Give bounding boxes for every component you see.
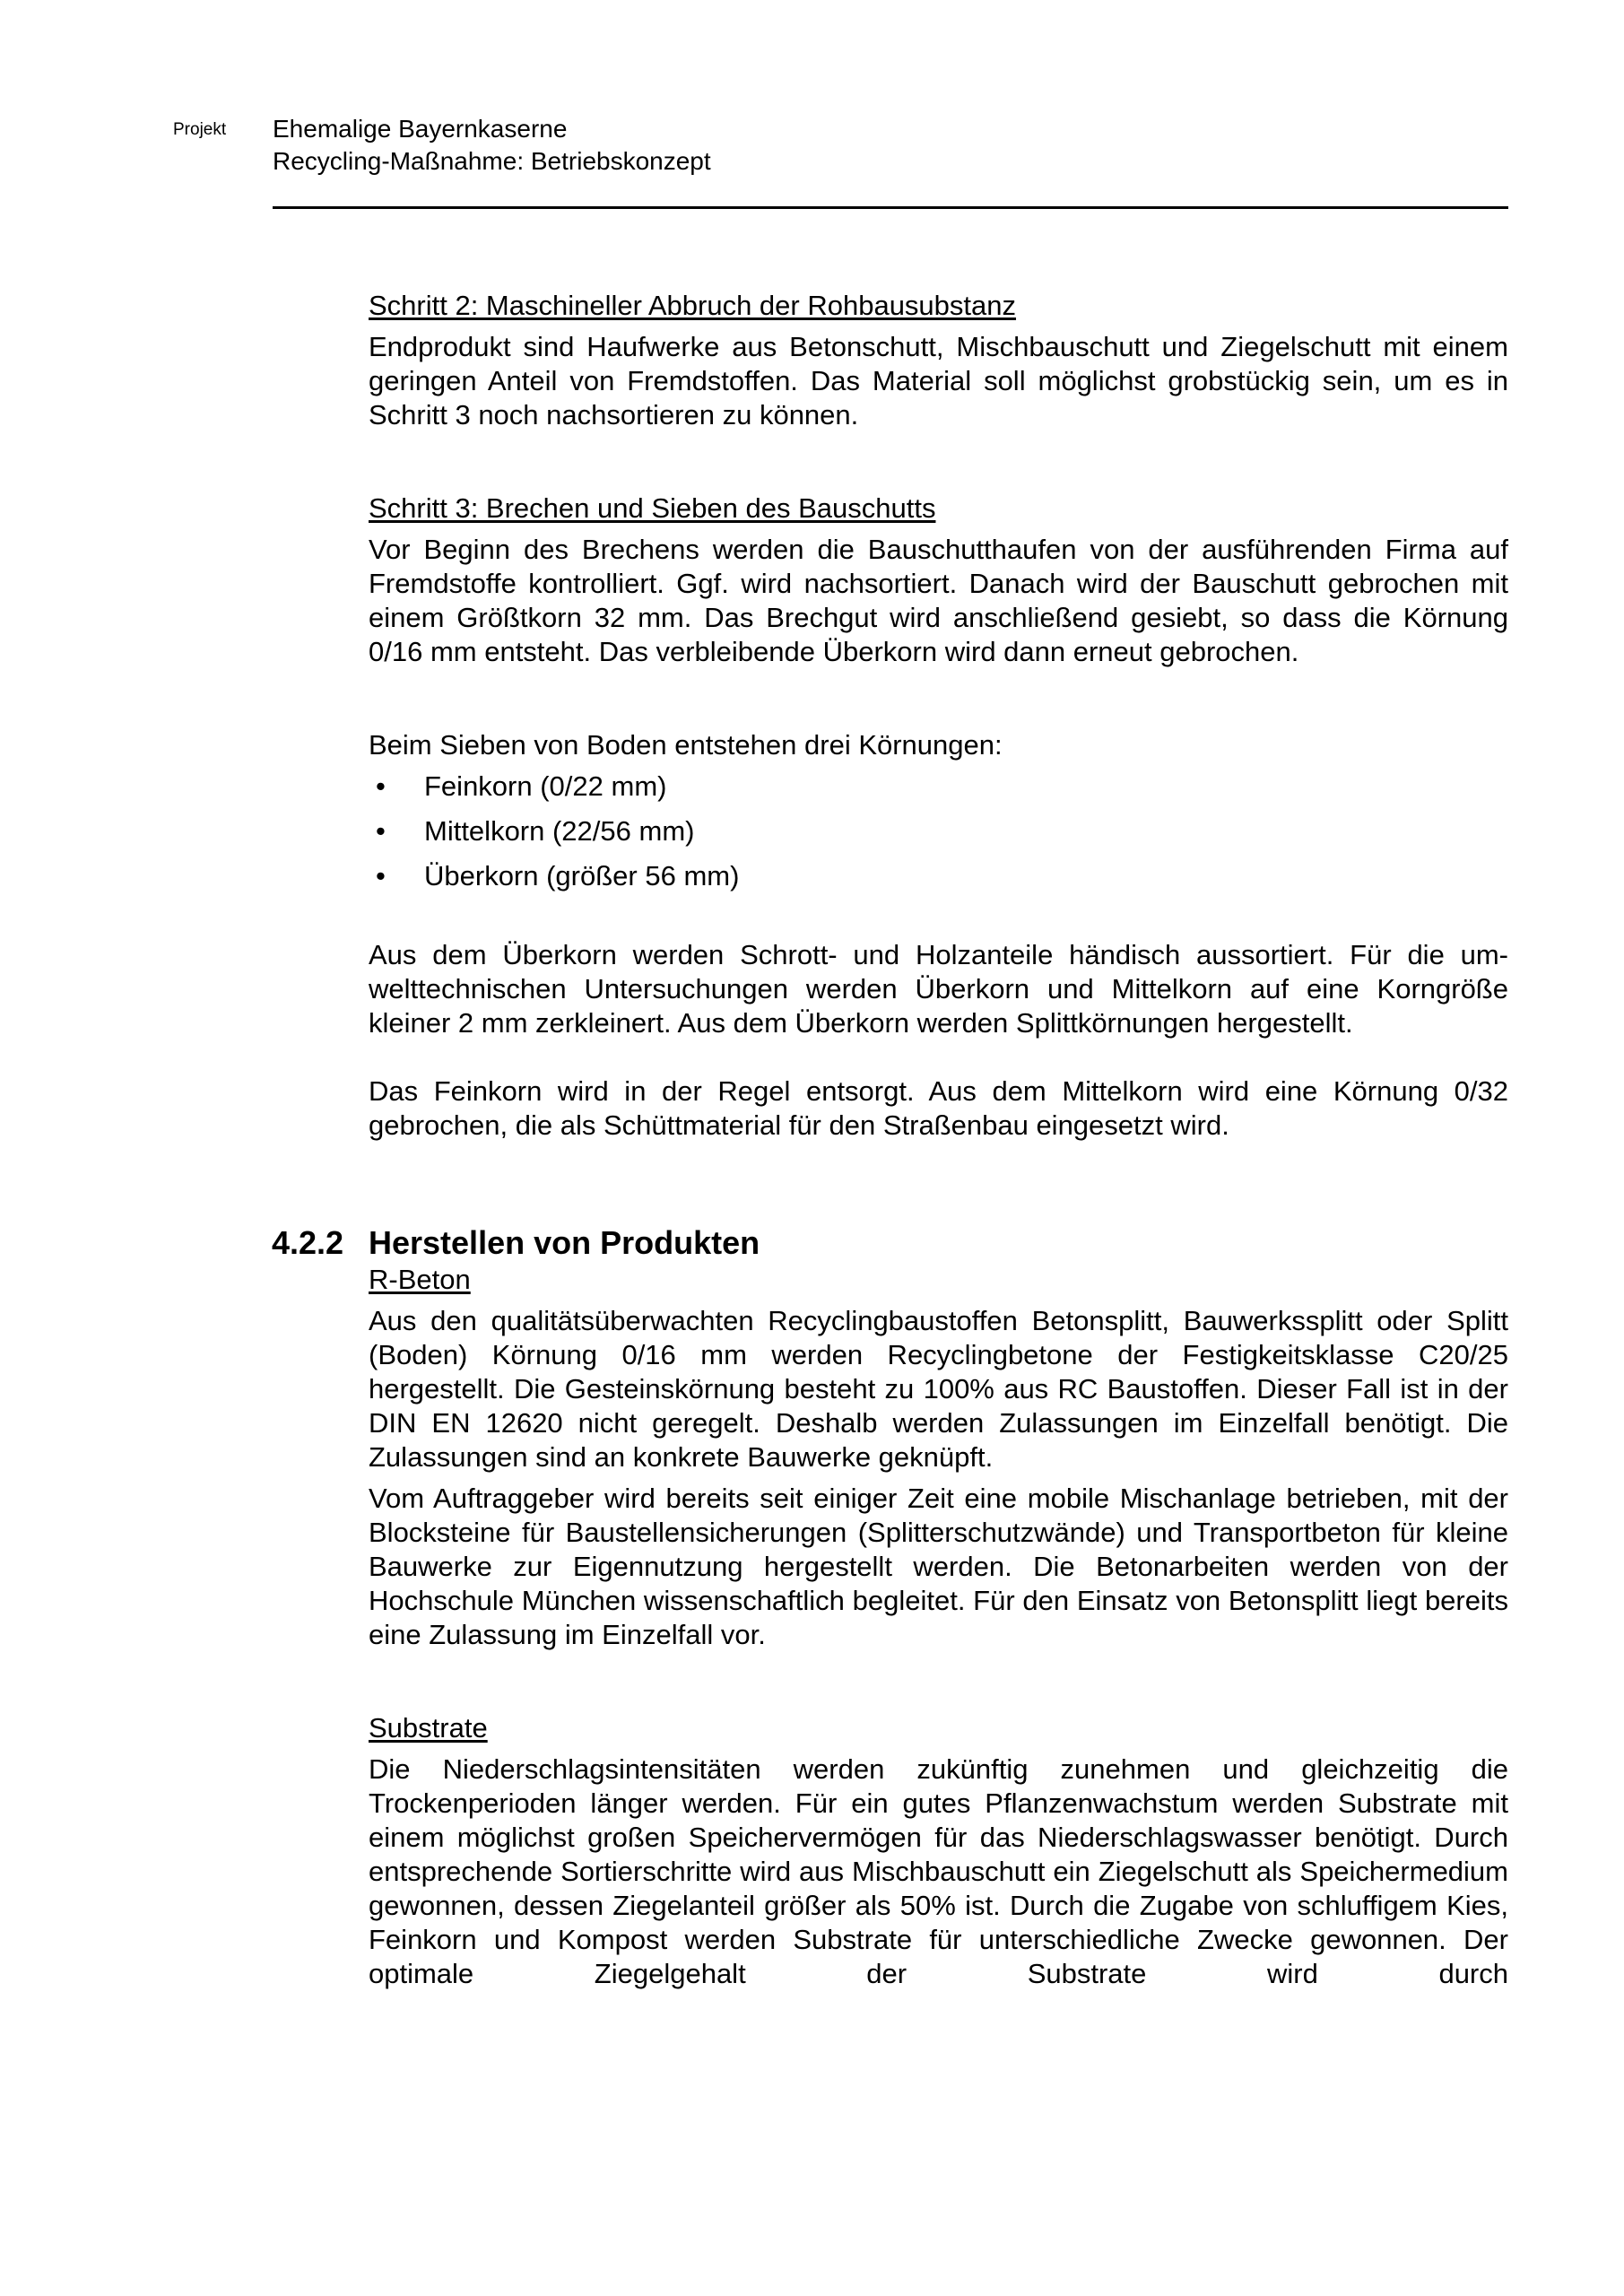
soil-paragraph-1: Aus dem Überkorn werden Schrott- und Holzanteile händisch aussortiert. Für die umwelttechnischen Untersuchungen werden Überkorn und Mittelkorn auf eine Korngröße kleiner 2 mm zerkleinert. Aus dem Überkorn werden Splittkörnungen hergestellt. bbox=[369, 939, 1508, 1039]
bullet-icon: • bbox=[376, 815, 386, 847]
list-item: • Feinkorn (0/22 mm) bbox=[376, 770, 667, 802]
soil-intro: Beim Sieben von Boden entstehen drei Körnungen: bbox=[369, 729, 1003, 761]
soil-paragraph-2: Das Feinkorn wird in der Regel entsorgt. Aus dem Mittelkorn wird eine Körnung 0/32 gebrochen, die als Schüttmaterial für den Straßenbau eingesetzt wird. bbox=[369, 1075, 1508, 1141]
header-title-block bbox=[273, 113, 711, 178]
header-divider bbox=[273, 206, 1508, 209]
section-number: 4.2.2 bbox=[272, 1224, 344, 1261]
rbeton-paragraph-1: Aus den qualitätsüberwachten Recyclingbaustoffen Betonsplitt, Bauwerkssplitt oder Splitt (Boden) Körnung 0/16 mm werden Recyclingbetone der Festigkeitsklasse C20/25 hergestellt. Die Gesteinskörnung besteht zu 100% aus RC Baustoffen. Dieser Fall ist in der DIN EN 12620 nicht geregelt. Deshalb werden Zulassungen im Einzelfall benötigt. Die Zulassungen sind an konkrete Bauwerke geknüpft. bbox=[369, 1305, 1508, 1473]
step3-paragraph: Vor Beginn des Brechens werden die Bauschutthaufen von der ausführenden Firma auf Fremdstoffe kontrolliert. Ggf. wird nachsortiert. Danach wird der Bauschutt gebrochen mit einem Größtkorn 32 mm. Das Brechgut wird anschließend gesiebt, so dass die Körnung 0/16 mm entsteht. Das verbleibende Überkorn wird dann erneut gebrochen. bbox=[369, 534, 1508, 667]
step2-paragraph: Endprodukt sind Haufwerke aus Betonschutt, Mischbauschutt und Ziegelschutt mit einem geringen Anteil von Fremdstoffen. Das Material soll möglichst grobstückig sein, um es in Schritt 3 noch nachsortieren zu können. bbox=[369, 331, 1508, 430]
header-subtitle: Recycling-Maßnahme: Betriebskonzept bbox=[273, 147, 711, 175]
step3-heading: Schritt 3: Brechen und Sieben des Bauschutts bbox=[369, 492, 936, 524]
rbeton-paragraph-2: Vom Auftraggeber wird bereits seit einiger Zeit eine mobile Mischanlage betrieben, mit der Blocksteine für Baustellensicherungen (Splitterschutzwände) und Transportbeton für kleine Bauwerke zur Eigennutzung hergestellt werden. Die Betonarbeiten werden von der Hochschule München wissenschaftlich begleitet. Für den Einsatz von Betonsplitt liegt bereits eine Zulassung im Einzelfall vor. bbox=[369, 1483, 1508, 1650]
document-body bbox=[272, 289, 1508, 1991]
substrate-heading: Substrate bbox=[369, 1712, 488, 1744]
rbeton-heading: R-Beton bbox=[369, 1264, 471, 1295]
section-title: Herstellen von Produkten bbox=[369, 1224, 760, 1261]
bullet-icon: • bbox=[376, 860, 386, 891]
section-heading bbox=[272, 1223, 1508, 1263]
step2-heading: Schritt 2: Maschineller Abbruch der Rohbausubstanz bbox=[369, 290, 1017, 321]
header-label: Projekt bbox=[173, 120, 227, 139]
grain-size-list bbox=[369, 770, 1508, 893]
list-item: • Überkorn (größer 56 mm) bbox=[376, 860, 740, 891]
bullet-icon: • bbox=[376, 770, 386, 802]
header-project-name: Ehemalige Bayernkaserne bbox=[273, 115, 568, 143]
list-item: • Mittelkorn (22/56 mm) bbox=[376, 815, 695, 847]
substrate-paragraph: Die Niederschlagsintensitäten werden zukünftig zunehmen und gleichzeitig die Trockenperioden länger werden. Für ein gutes Pflanzenwachstum werden Substrate mit einem möglichst großen Speichervermögen für das Niederschlagswasser benötigt. Durch entsprechende Sortierschritte wird aus Mischbauschutt ein Ziegelschutt als Speichermedium gewonnen, dessen Ziegelanteil größer als 50% ist. Durch die Zugabe von schluffigem Kies, Feinkorn und Kompost werden Substrate für unterschiedliche Zwecke gewonnen. Der optimale Ziegelgehalt der Substrate wird durch bbox=[369, 1753, 1508, 1989]
